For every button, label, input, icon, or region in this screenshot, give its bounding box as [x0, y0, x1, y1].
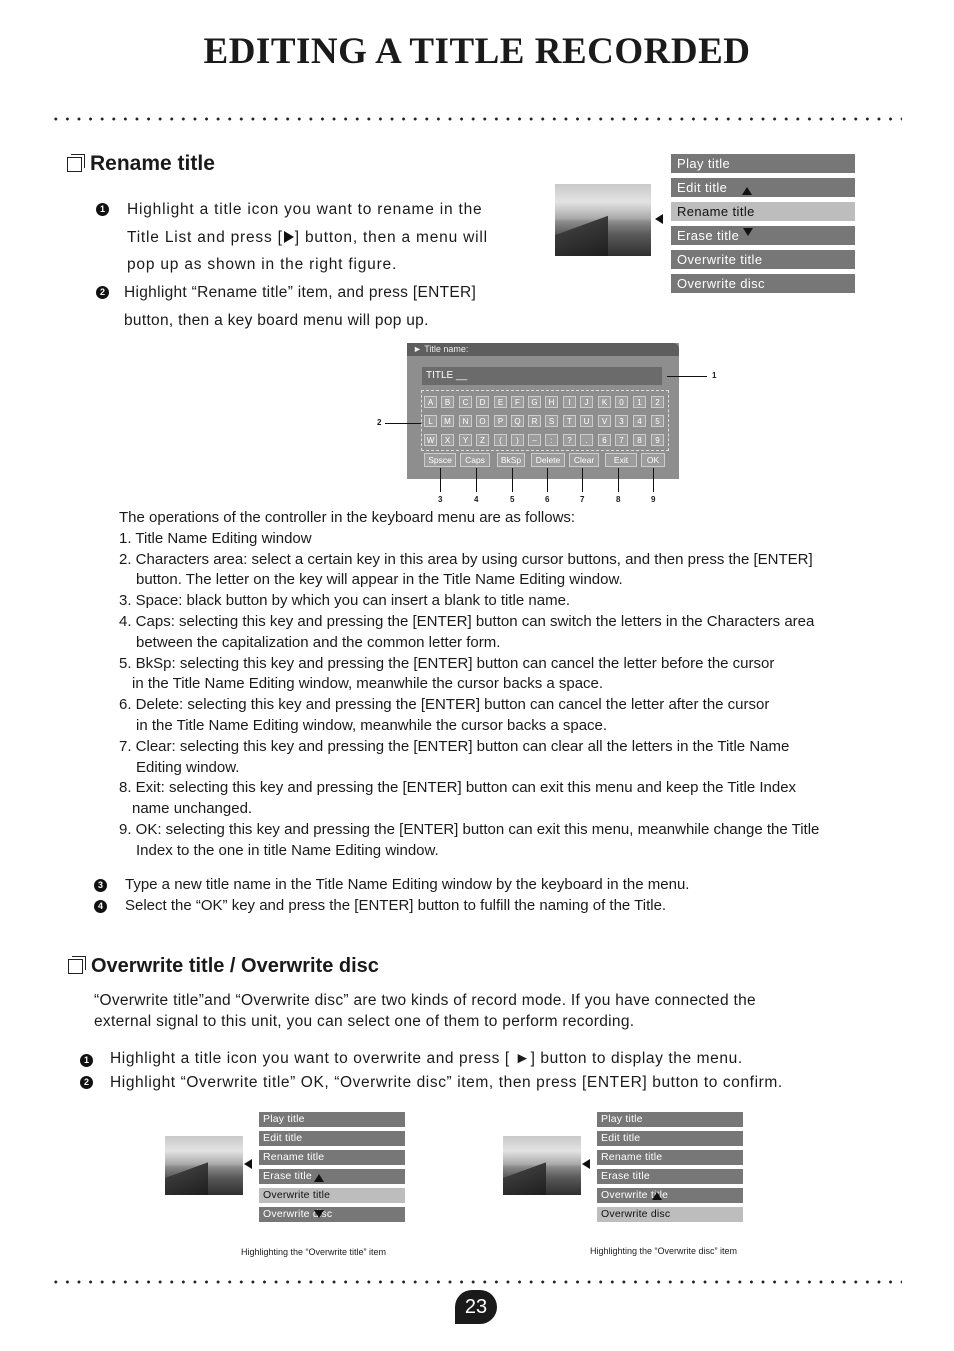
dotted-divider-top [50, 117, 902, 121]
operation-line: 4. Caps: selecting this key and pressing the [ENTER] button can switch the letters in the Characters area [119, 612, 815, 630]
key[interactable]: I [563, 396, 576, 408]
key[interactable]: E [494, 396, 507, 408]
operation-line: in the Title Name Editing window, meanwhile the cursor backs a space. [132, 675, 604, 693]
operation-line: between the capitalization and the common letter form. [136, 633, 501, 651]
key[interactable]: X [441, 434, 454, 446]
overwrite-intro-line-1: “Overwrite title”and “Overwrite disc” are two kinds of record mode. If you have connected the [94, 992, 756, 1009]
callout-3: 3 [438, 495, 443, 504]
key[interactable]: ) [511, 434, 524, 446]
key[interactable]: W [424, 434, 437, 446]
step-bullet-4: 4 [94, 900, 107, 913]
operation-item [119, 654, 909, 696]
callout-line-9 [653, 468, 654, 492]
key[interactable]: 7 [615, 434, 628, 446]
key[interactable]: . [580, 434, 593, 446]
callout-line-6 [547, 468, 548, 492]
key[interactable]: 6 [598, 434, 611, 446]
operation-line: 2. Characters area: select a certain key in this area by using cursor buttons, and then press the [ENTER] [119, 550, 813, 568]
title-name-field[interactable]: TITLE __ [422, 367, 662, 385]
key[interactable]: R [528, 415, 541, 427]
operation-line: 3. Space: black button by which you can insert a blank to title name. [119, 592, 571, 610]
menu-rename-title[interactable]: Rename title [671, 202, 855, 221]
callout-line-7 [582, 468, 583, 492]
key[interactable]: M [441, 415, 454, 427]
play-arrow-icon [284, 231, 294, 243]
operations-list [119, 529, 909, 862]
menu-overwrite-title[interactable]: Overwrite title [597, 1188, 743, 1203]
left-arrow-icon [582, 1159, 590, 1169]
function-key-spsce[interactable]: Spsce [424, 453, 456, 467]
menu-play-title[interactable]: Play title [671, 154, 855, 173]
key[interactable]: J [580, 396, 593, 408]
caption-overwrite-title: Highlighting the “Overwrite title” item [241, 1247, 387, 1257]
operation-line: Index to the one in title Name Editing window. [136, 841, 439, 859]
rename-step-1-line-2b: ] button, then a menu will [294, 228, 488, 246]
overwrite-heading-text: Overwrite title / Overwrite disc [91, 955, 379, 977]
key[interactable]: P [494, 415, 507, 427]
key[interactable]: G [528, 396, 541, 408]
menu-overwrite-disc[interactable]: Overwrite disc [671, 274, 855, 293]
menu-overwrite-title[interactable]: Overwrite title [671, 250, 855, 269]
title-thumbnail-image-left [165, 1136, 243, 1195]
operations-block [119, 508, 909, 862]
key[interactable]: C [459, 396, 472, 408]
key[interactable]: B [441, 396, 454, 408]
function-key-clear[interactable]: Clear [569, 453, 599, 467]
overwrite-section-heading [68, 955, 379, 978]
key[interactable]: 8 [633, 434, 646, 446]
scroll-up-icon [652, 1192, 662, 1200]
key[interactable]: 4 [633, 415, 646, 427]
menu-overwrite-disc[interactable]: Overwrite disc [597, 1207, 743, 1222]
key[interactable]: N [459, 415, 472, 427]
menu-rename-title[interactable]: Rename title [597, 1150, 743, 1165]
rename-step-3: Type a new title name in the Title Name Editing window by the keyboard in the menu. [125, 876, 690, 893]
key[interactable]: 0 [615, 396, 628, 408]
scroll-down-icon [314, 1210, 324, 1218]
rename-step-1-line-2 [127, 224, 537, 252]
key[interactable]: K [598, 396, 611, 408]
rename-step-1-line-3: pop up as shown in the right figure. [127, 256, 398, 273]
caption-overwrite-disc: Highlighting the “Overwrite disc” item [590, 1246, 738, 1256]
operation-line: 7. Clear: selecting this key and pressing the [ENTER] button can clear all the letters in the Title Name [119, 737, 790, 755]
key[interactable]: T [563, 415, 576, 427]
keyboard-header-label: Title name: [424, 344, 469, 354]
rename-step-4: Select the “OK” key and press the [ENTER] button to fulfill the naming of the Title. [125, 897, 667, 914]
overwrite-step-1: Highlight a title icon you want to overwrite and press [ ►] button to display the menu. [110, 1050, 743, 1067]
rename-section-heading [67, 152, 215, 176]
key[interactable]: 9 [651, 434, 664, 446]
key[interactable]: – [528, 434, 541, 446]
callout-line-1 [667, 376, 707, 377]
callout-1: 1 [712, 371, 717, 380]
operation-line: 5. BkSp: selecting this key and pressing the [ENTER] button can cancel the letter before the cursor [119, 654, 775, 672]
key[interactable]: ? [563, 434, 576, 446]
callout-4: 4 [474, 495, 479, 504]
left-arrow-icon [655, 214, 663, 224]
callout-line-8 [618, 468, 619, 492]
operation-item [119, 591, 909, 612]
step-bullet-1: 1 [96, 203, 109, 216]
square-bullet-icon [68, 959, 83, 974]
function-key-delete[interactable]: Delete [531, 453, 565, 467]
callout-line-2 [385, 423, 421, 424]
function-key-exit[interactable]: Exit [605, 453, 637, 467]
key[interactable]: 3 [615, 415, 628, 427]
operation-line: 9. OK: selecting this key and pressing the [ENTER] button can exit this menu, meanwhile change the Title [119, 820, 820, 838]
step-bullet-3: 3 [94, 879, 107, 892]
key[interactable]: ( [494, 434, 507, 446]
step-bullet-ow-2: 2 [80, 1076, 93, 1089]
scroll-down-icon [743, 228, 753, 236]
step-bullet-2: 2 [96, 286, 109, 299]
rename-step-1 [127, 196, 537, 279]
scroll-up-icon [314, 1174, 324, 1182]
menu-rename-title[interactable]: Rename title [259, 1150, 405, 1165]
callout-6: 6 [545, 495, 550, 504]
menu-edit-title[interactable]: Edit title [259, 1131, 405, 1146]
title-thumbnail-image [555, 184, 651, 256]
keyboard-header: ► Title name: [407, 343, 679, 356]
menu-edit-title[interactable]: Edit title [597, 1131, 743, 1146]
callout-line-5 [512, 468, 513, 492]
square-bullet-icon [67, 157, 82, 172]
key[interactable]: 5 [651, 415, 664, 427]
scroll-up-icon [742, 187, 752, 195]
operation-item [119, 550, 909, 592]
operation-item [119, 695, 909, 737]
operation-line: name unchanged. [132, 800, 253, 818]
menu-overwrite-disc[interactable]: Overwrite disc [259, 1207, 405, 1222]
key[interactable]: V [598, 415, 611, 427]
overwrite-step-2: Highlight “Overwrite title” OK, “Overwrite disc” item, then press [ENTER] button to confirm. [110, 1074, 783, 1091]
key[interactable]: Z [476, 434, 489, 446]
operations-intro: The operations of the controller in the keyboard menu are as follows: [119, 509, 576, 526]
function-key-caps[interactable]: Caps [460, 453, 490, 467]
callout-line-3 [440, 468, 441, 492]
menu-erase-title[interactable]: Erase title [597, 1169, 743, 1184]
menu-overwrite-title[interactable]: Overwrite title [259, 1188, 405, 1203]
operation-line: 6. Delete: selecting this key and pressing the [ENTER] button can cancel the letter after the cursor [119, 696, 770, 714]
menu-erase-title[interactable]: Erase title [671, 226, 855, 245]
key[interactable]: F [511, 396, 524, 408]
left-arrow-icon [244, 1159, 252, 1169]
key[interactable]: S [545, 415, 558, 427]
key[interactable]: O [476, 415, 489, 427]
operation-line: in the Title Name Editing window, meanwhile the cursor backs a space. [136, 716, 608, 734]
function-key-bksp[interactable]: BkSp [497, 453, 525, 467]
rename-heading-text: Rename title [90, 152, 215, 175]
menu-erase-title[interactable]: Erase title [259, 1169, 405, 1184]
menu-edit-title[interactable]: Edit title [671, 178, 855, 197]
key[interactable]: : [545, 434, 558, 446]
key[interactable]: D [476, 396, 489, 408]
operation-item [119, 778, 909, 820]
callout-8: 8 [616, 495, 621, 504]
overwrite-intro [94, 991, 894, 1033]
callout-9: 9 [651, 495, 656, 504]
callout-5: 5 [510, 495, 515, 504]
rename-step-1-line-1: Highlight a title icon you want to rename in the [127, 201, 483, 218]
key[interactable]: Q [511, 415, 524, 427]
dotted-divider-bottom [50, 1280, 902, 1284]
function-key-ok[interactable]: OK [641, 453, 665, 467]
page-number: 23 [455, 1290, 497, 1324]
callout-line-4 [476, 468, 477, 492]
rename-step-1-line-2a: Title List and press [ [127, 228, 283, 246]
operation-line: 8. Exit: selecting this key and pressing the [ENTER] button can exit this menu and keep the Title Index [119, 779, 797, 797]
operation-item [119, 820, 909, 862]
title-thumbnail-image-right [503, 1136, 581, 1195]
page-title: EDITING A TITLE RECORDED [203, 31, 751, 72]
step-bullet-ow-1: 1 [80, 1054, 93, 1067]
key[interactable]: A [424, 396, 437, 408]
operation-line: 1. Title Name Editing window [119, 529, 312, 547]
rename-step-2-line-1: Highlight “Rename title” item, and press [ENTER] [124, 284, 477, 301]
key[interactable]: L [424, 415, 437, 427]
menu-play-title[interactable]: Play title [597, 1112, 743, 1127]
operation-item [119, 737, 909, 779]
rename-step-2 [124, 279, 534, 334]
key[interactable]: Y [459, 434, 472, 446]
operation-item [119, 612, 909, 654]
menu-play-title[interactable]: Play title [259, 1112, 405, 1127]
overwrite-intro-line-2: external signal to this unit, you can select one of them to perform recording. [94, 1012, 635, 1030]
rename-step-2-line-2: button, then a key board menu will pop up. [124, 311, 429, 329]
key[interactable]: U [580, 415, 593, 427]
key[interactable]: H [545, 396, 558, 408]
operation-line: button. The letter on the key will appear in the Title Name Editing window. [136, 571, 623, 589]
operation-item [119, 529, 909, 550]
key[interactable]: 2 [651, 396, 664, 408]
operation-line: Editing window. [136, 758, 240, 776]
callout-2: 2 [377, 418, 382, 427]
callout-7: 7 [580, 495, 585, 504]
key[interactable]: 1 [633, 396, 646, 408]
